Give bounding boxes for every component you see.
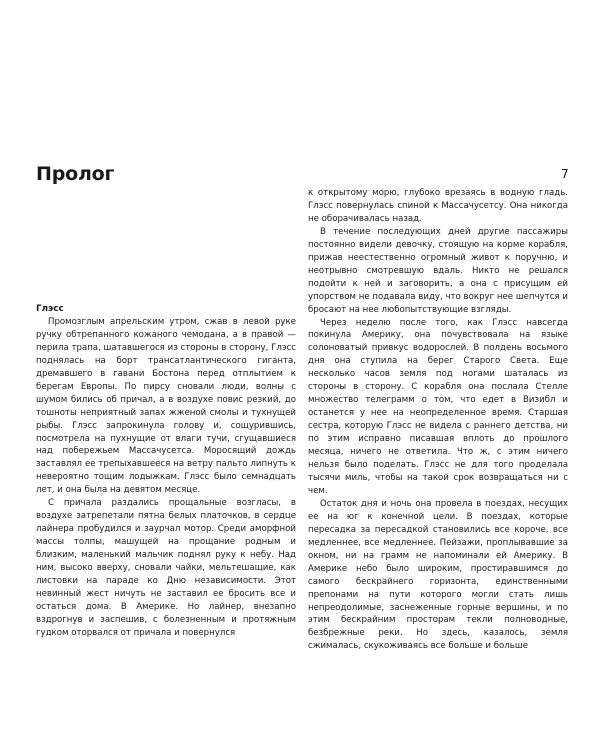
paragraph: С причала раздались прощальные возгласы, в воздухе затрепетали пятна белых платочков, в сердце лайнера пробудился и заурчал мотор. Среди аморфной массы толпы, машущей на прощание родным и близким, маленький мальчик поднял руку к небу. Над ним, высоко вверху, сновали чайки, мельтешащие, как листовки на параде ко Дню независимости. Этот невинный жест ничуть не заставил ее бросить все и остаться дома. В Америке. Но лайнер, внезапно вздрогнув и заспешив, с болезненным и протяжным гудком оторвался от причала и повернулся <box>36 498 296 638</box>
paragraph: Остаток дня и ночь она провела в поездах, несущих ее на юг к конечной цели. В поездах, которые пересадка за пересадкой становились все короче, все медленнее, все медленнее. Пейзажи, проплывавшие за окном, ни на грамм не напоминали ей Америку. В Америке небо было широким, простиравшимся до самого бескрайнего горизонта, единственными препонами на пути которого могли стать лишь непреодолимые, заснеженные горные вершины, и по этим бескрайним просторам текли полноводные, безбрежные реки. Но здесь, казалось, земля сжималась, скукоживаясь все больше и больше <box>308 498 568 652</box>
chapter-sink-space <box>36 187 296 303</box>
paragraph: Промозглым апрельским утром, сжав в левой руке ручку обтрепанного кожаного чемодана, а в правой — перила трапа, шатавшегося из стороны в сторону, Глэсс поднялась на борт трансатлантического гиганта, дремавшего в гавани Бостона перед отплытием к берегам Европы. По пирсу сновали люди, волны с шумом бились об причал, а в воздухе повис резкий, до тошноты неприятный запах жженой смолы и тухнущей рыбы. Глэсс запрокинула голову и, сощурившись, посмотрела на пухнущие от влаги тучи, сгущавшиеся над побережьем Массачусетса. Моросящий дождь заставлял ее трепыхавшееся на ветру пальто липнуть к невероятно тощим лодыжкам. Глэсс было семнадцать лет, и она была на девятом месяце. <box>36 316 296 496</box>
page-number: 7 <box>561 167 569 181</box>
right-column <box>308 187 568 653</box>
paragraph: В течение последующих дней другие пассажиры постоянно видели девочку, стоящую на корме корабля, прижав неестественно огромный живот к поручню, и неотрывно смотревшую вдаль. Никто не решался подойти к ней и заговорить, а она с присущим ей упорством не подавала виду, что вокруг нее шепчутся и бросают на нее любопытствующие взгляды. <box>308 226 568 315</box>
paragraph-continuation: к открытому морю, глубоко врезаясь в водную гладь. Глэсс повернулась спиной к Массачусетсу. Она никогда не оборачивалась назад. <box>308 188 568 224</box>
section-heading: Глэсс <box>36 304 64 314</box>
paragraph: Через неделю после того, как Глэсс навсегда покинула Америку, она почувствовала на языке солоноватый привкус водорослей. В полдень восьмого дня она ступила на берег Старого Света. Еще несколько часов земля под ногами шаталась из стороны в сторону. С корабля она послала Стелле множество телеграмм о том, что едет в Визибл и останется у нее на неопределенное время. Старшая сестра, которую Глэсс не видела с раннего детства, ни по этим исправно писавшая вплоть до прошлого месяца, ничего не ответила. Что ж, с этим ничего нельзя было поделать. Глэсс не для того проделала тысячи миль, чтобы на такой срок возвращаться ни с чем. <box>308 317 568 496</box>
left-column <box>36 187 296 640</box>
chapter-title: Пролог <box>36 163 115 185</box>
